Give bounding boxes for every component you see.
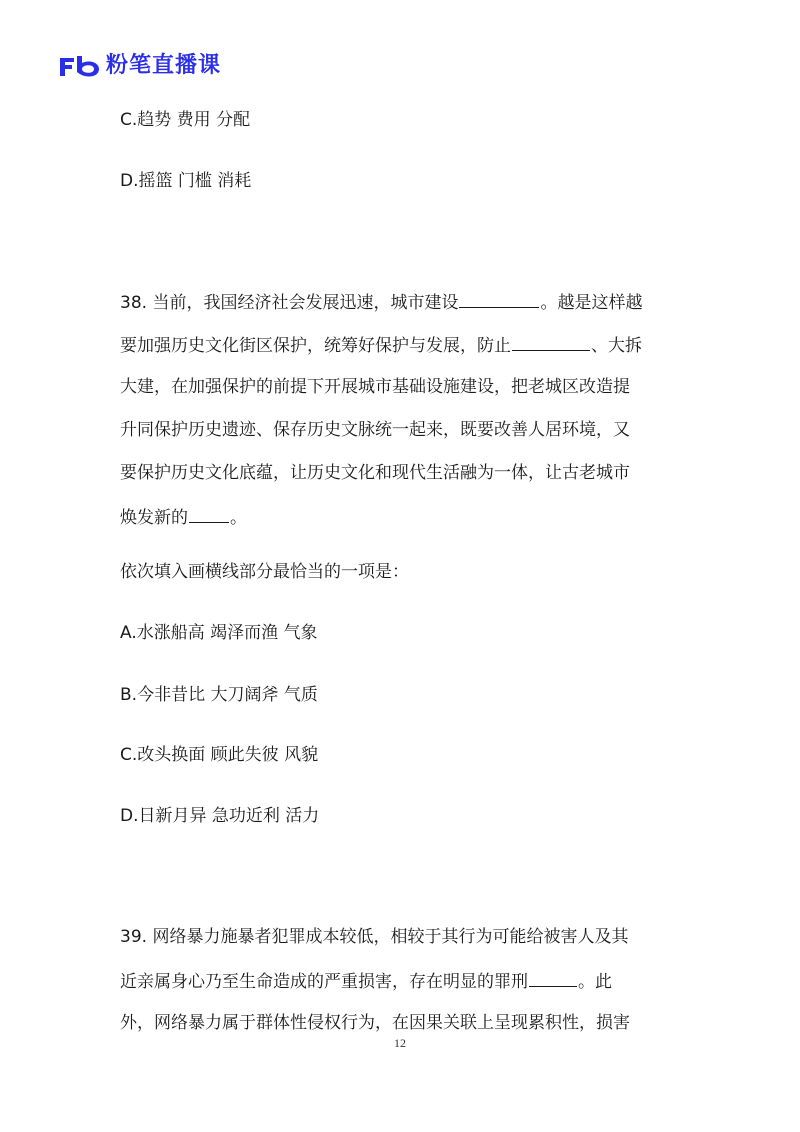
q39-line-2-text-b: 。此 [578, 972, 612, 992]
fill-blank-1 [459, 289, 539, 308]
q39-line-3: 外，网络暴力属于群体性侵权行为，在因果关联上呈现累积性，损害 [120, 1013, 630, 1033]
brand-title: 粉笔直播课 [106, 53, 222, 78]
q37-option-c: C.趋势 费用 分配 [120, 110, 251, 130]
q38-line-5: 要保护历史文化底蕴，让历史文化和现代生活融为一体，让古老城市 [120, 463, 630, 483]
q38-line-4: 升同保护历史遗迹、保存历史文脉统一起来，既要改善人居环境，又 [120, 420, 630, 440]
page-number: 12 [394, 1036, 406, 1050]
q38-line-1-text-a: 38. 当前，我国经济社会发展迅速，城市建设 [120, 293, 459, 313]
q38-line-2-text-a: 要加强历史文化街区保护，统筹好保护与发展，防止 [120, 336, 511, 356]
q38-line-6-text-a: 焕发新的 [120, 508, 188, 528]
q38-option-a: A.水涨船高 竭泽而渔 气象 [120, 623, 318, 643]
q38-option-d: D.日新月异 急功近利 活力 [120, 806, 320, 826]
fill-blank-2 [512, 332, 590, 351]
q38-option-b: B.今非昔比 大刀阔斧 气质 [120, 685, 318, 705]
q37-option-d: D.摇篮 门槛 消耗 [120, 171, 252, 191]
fill-blank-3 [189, 504, 229, 523]
q38-line-1 [120, 289, 642, 315]
q38-line-3: 大建，在加强保护的前提下开展城市基础设施建设，把老城区改造提 [120, 377, 630, 397]
fb-logo-icon [58, 54, 102, 78]
q38-line-2 [120, 332, 642, 358]
q38-line-6-text-b: 。 [230, 508, 247, 528]
q39-line-2-text-a: 近亲属身心乃至生命造成的严重损害，存在明显的罪刑 [120, 972, 528, 992]
q39-line-1: 39. 网络暴力施暴者犯罪成本较低，相较于其行为可能给被害人及其 [120, 927, 629, 947]
fill-blank-4 [529, 968, 577, 987]
q39-line-2 [120, 968, 612, 994]
header [58, 50, 221, 82]
q38-prompt: 依次填入画横线部分最恰当的一项是： [120, 562, 409, 582]
q38-line-6 [120, 504, 247, 530]
q38-line-2-text-b: 、大拆 [591, 336, 642, 356]
q38-option-c: C.改头换面 顾此失彼 风貌 [120, 745, 319, 765]
q38-line-1-text-b: 。越是这样越 [540, 293, 643, 313]
